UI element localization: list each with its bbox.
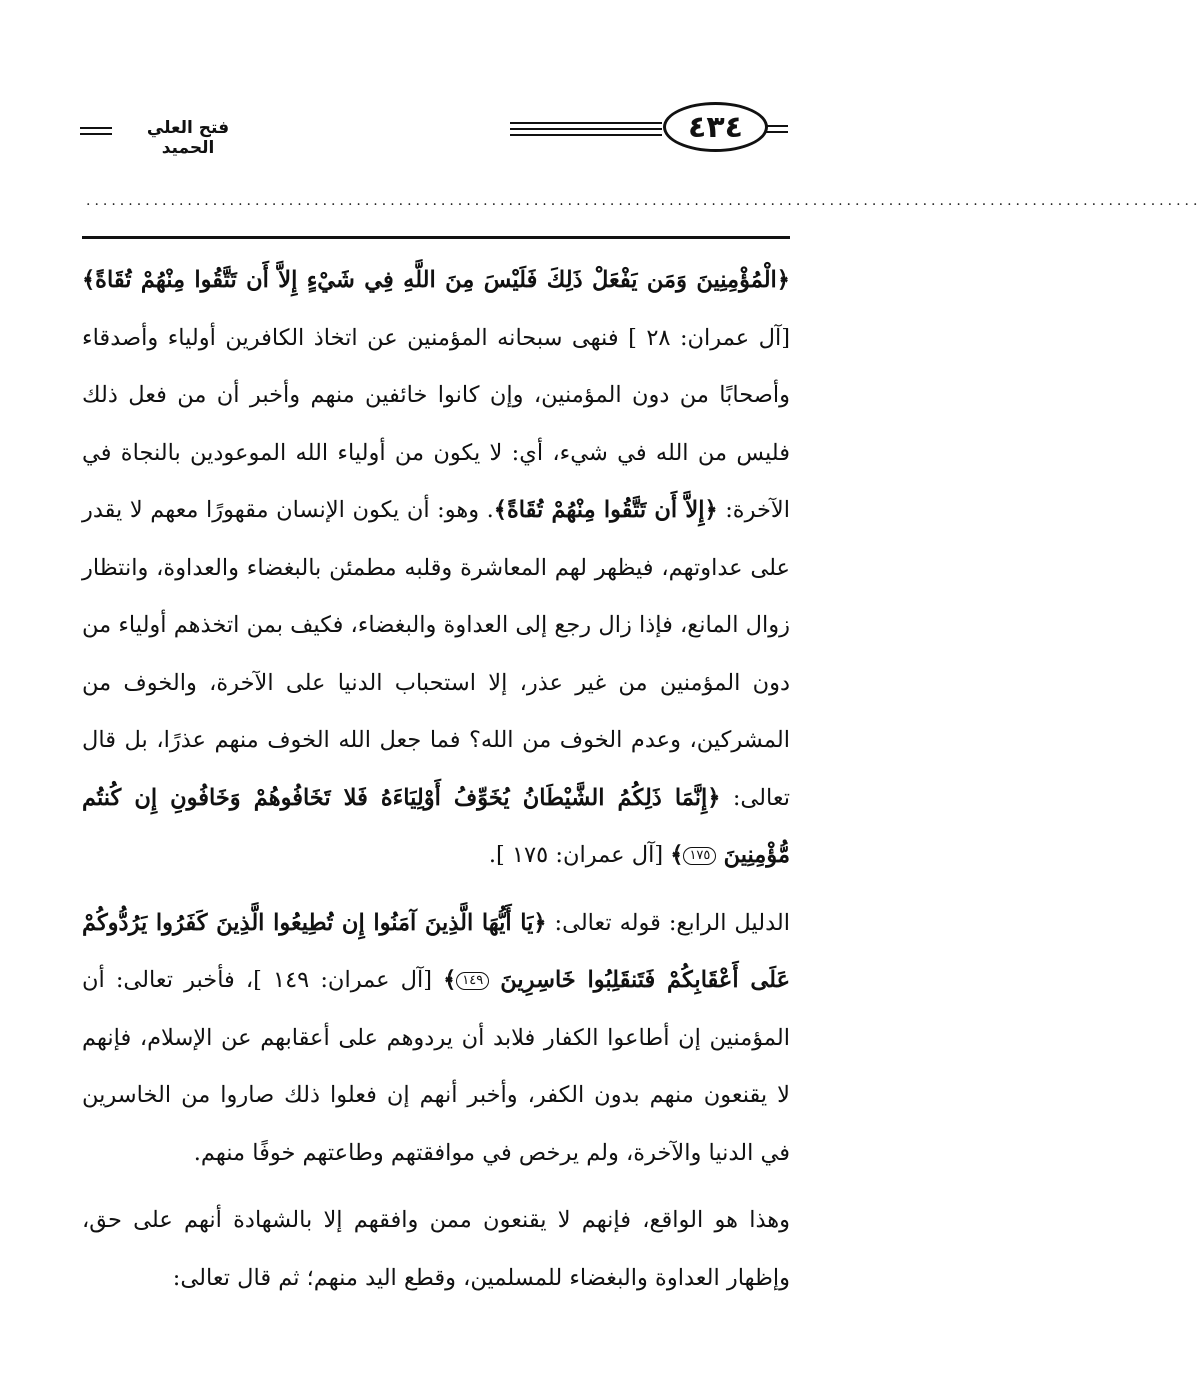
paragraph-text: [آل عمران: ١٤٩ ]، فأخبر تعالى: أن المؤمنين إن أطاعوا الكفار فلابد أن يردوهم على أعقابهم عن الإسلام، فإنهم لا يقنعون منهم بدون الكفر، وأخبر أنهم إن فعلوا ذلك صاروا من الخاسرين في الدنيا والآخرة، ولم يرخص في موافقتهم وطاعتهم خوفًا منهم. — [82, 967, 790, 1166]
citation: [آل عمران: ١٧٥ ]. — [488, 842, 671, 868]
paragraph-text: [آل عمران: ٢٨ ] فنهى سبحانه المؤمنين عن اتخاذ الكافرين أولياء وأصدقاء وأصحابًا من دون المؤمنين، وإن كانوا خائفين منهم وأخبر أن من فعل ذلك فليس من الله في شيء، أي: لا يكون من أولياء الله الموعودين بالنجاة في الآخرة: — [82, 324, 790, 523]
paragraph-text: وهذا هو الواقع، فإنهم لا يقنعون ممن وافقهم إلا بالشهادة أنهم على حق، وإظهار العداوة والبغضاء للمسلمين، وقطع اليد منهم؛ ثم قال تعالى: — [82, 1207, 790, 1291]
paragraph-2 — [82, 895, 790, 1183]
header-rule-left-of-number-2 — [510, 128, 662, 130]
text-top-rule — [82, 236, 790, 239]
quran-verse: ﴿الْمُؤْمِنِينَ وَمَن يَفْعَلْ ذَلِكَ فَلَيْسَ مِنَ اللَّهِ فِي شَيْءٍ إِلاَّ أَن تَتَّقُوا مِنْهُمْ تُقَاةً﴾ — [82, 267, 790, 293]
title-rule-2 — [80, 133, 112, 135]
header-rule-right-2 — [766, 131, 788, 133]
quran-verse: ﴿إِلاَّ أَن تَتَّقُوا مِنْهُمْ تُقَاةً﴾ — [493, 497, 718, 523]
quran-verse: ﴿إِنَّمَا ذَلِكُمُ الشَّيْطَانُ يُخَوِّفُ أَوْلِيَاءَهُ فَلا تَخَافُوهُمْ وَخَافُونِ إِن كُنتُم مُّؤْمِنِينَ — [82, 784, 790, 868]
page-header — [0, 0, 873, 200]
paragraph-text: الدليل الرابع: قوله تعالى: — [546, 909, 790, 936]
ayah-number-marker: ١٤٩ — [456, 972, 489, 990]
quran-verse-close: ﴾ — [443, 967, 457, 993]
page-number: ٤٣٤ — [663, 102, 768, 152]
ayah-number-marker: ١٧٥ — [683, 847, 716, 865]
header-rule-right-1 — [766, 125, 788, 127]
quran-verse-close: ﴾ — [670, 842, 684, 868]
book-title: فتح العلي الحميد — [146, 118, 230, 158]
paragraph-3 — [82, 1192, 790, 1307]
paragraph-1 — [82, 252, 790, 885]
paragraph-text: . وهو: أن يكون الإنسان مقهورًا معهم لا يقدر على عداوتهم، فيظهر لهم المعاشرة وقلبه مطمئن بالبغضاء والعداوة، وانتظار زوال المانع، فإذا زال رجع إلى العداوة والبغضاء، فكيف بمن اتخذهم أولياء من دون المؤمنين من غير عذر، إلا استحباب الدنيا على الآخرة، والخوف من المشركين، وعدم الخوف من الله؟ فما جعل الله الخوف منهم عذرًا، بل قال تعالى: — [82, 497, 790, 811]
header-rule-left-of-number-1 — [510, 122, 662, 124]
header-rule-left-of-number-3 — [510, 134, 662, 136]
page-body — [82, 252, 790, 1307]
dotted-separator: .................................................................................................................................... — [86, 193, 1201, 209]
title-rule-1 — [80, 127, 112, 129]
quran-verse: ﴿يَا أَيُّهَا الَّذِينَ آمَنُوا إِن تُطِيعُوا الَّذِينَ كَفَرُوا يَرُدُّوكُمْ عَلَى أَعْقَابِكُمْ فَتَنقَلِبُوا خَاسِرِينَ — [82, 909, 790, 993]
